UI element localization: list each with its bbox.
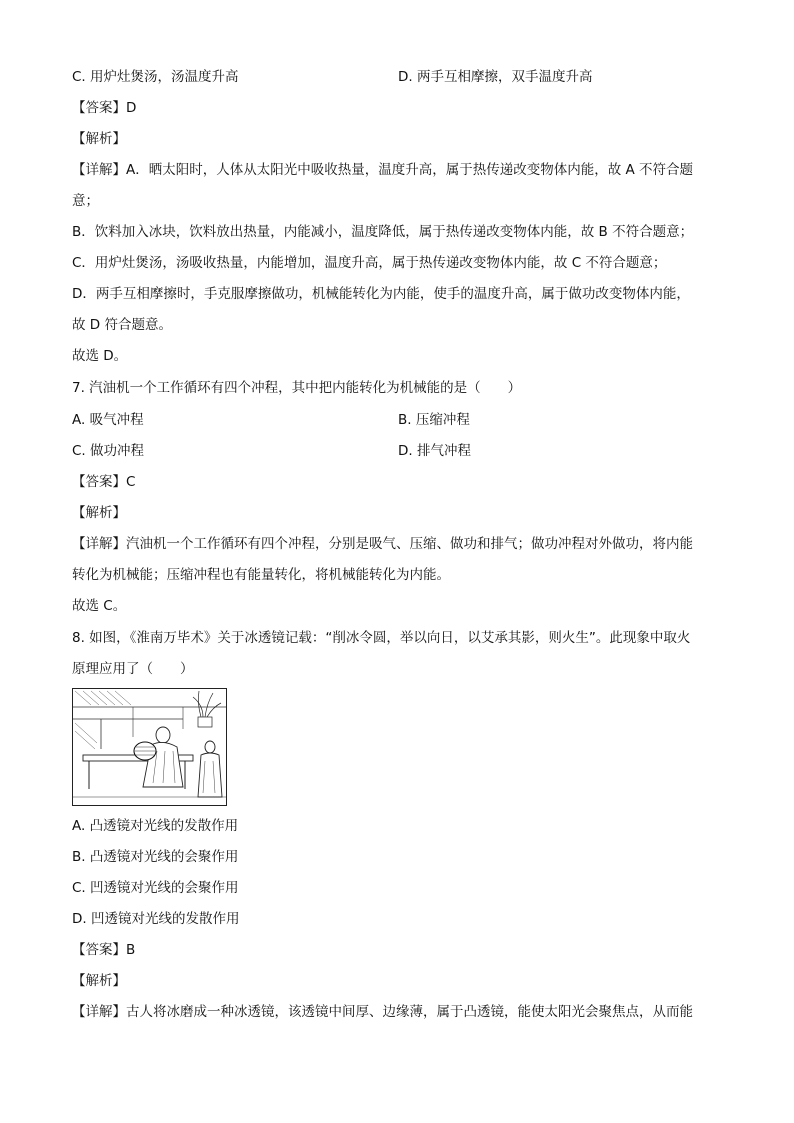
q7-option-c: C. 做功冲程 <box>72 443 145 459</box>
q8-detail-line: 【详解】古人将冰磨成一种冰透镜，该透镜中间厚、边缘薄，属于凸透镜，能使太阳光会聚焦点，从而能 <box>72 1004 693 1020</box>
q8-analysis-label: 【解析】 <box>72 973 126 989</box>
q6-conclusion: 故选 D。 <box>72 348 128 364</box>
q6-option-d: D. 两手互相摩擦，双手温度升高 <box>398 69 593 85</box>
q7-detail-line: 转化为机械能；压缩冲程也有能量转化，将机械能转化为内能。 <box>72 567 450 583</box>
q7-stem: 7. 汽油机一个工作循环有四个冲程，其中把内能转化为机械能的是（ ） <box>72 380 522 396</box>
q6-detail-line: 意； <box>72 193 99 209</box>
q7-option-b: B. 压缩冲程 <box>398 412 470 428</box>
q6-detail-line: 故 D 符合题意。 <box>72 317 172 333</box>
ice-lens-illustration <box>72 688 227 806</box>
q7-analysis-label: 【解析】 <box>72 505 126 521</box>
q8-answer: 【答案】B <box>72 942 136 958</box>
q6-analysis-label: 【解析】 <box>72 131 126 147</box>
q7-option-a: A. 吸气冲程 <box>72 412 144 428</box>
q6-option-c: C. 用炉灶煲汤，汤温度升高 <box>72 69 239 85</box>
q8-option-b: B. 凸透镜对光线的会聚作用 <box>72 849 239 865</box>
q6-answer: 【答案】D <box>72 100 137 116</box>
q8-option-a: A. 凸透镜对光线的发散作用 <box>72 818 239 834</box>
q8-stem-line: 8. 如图，《淮南万毕术》关于冰透镜记载：“削冰令圆，举以向日，以艾承其影，则火生”。此现象中取火 <box>72 630 691 646</box>
q8-option-c: C. 凹透镜对光线的会聚作用 <box>72 880 239 896</box>
ice-lens-drawing <box>73 689 226 805</box>
q7-option-d: D. 排气冲程 <box>398 443 471 459</box>
q6-detail-line: B．饮料加入冰块，饮料放出热量，内能减小，温度降低，属于热传递改变物体内能，故 B 不符合题意； <box>72 224 694 240</box>
q6-detail-line: D．两手互相摩擦时，手克服摩擦做功，机械能转化为内能，使手的温度升高，属于做功改变物体内能， <box>72 286 690 302</box>
q6-detail-line: C．用炉灶煲汤，汤吸收热量，内能增加，温度升高，属于热传递改变物体内能，故 C 不符合题意； <box>72 255 667 271</box>
q7-answer: 【答案】C <box>72 474 136 490</box>
q6-detail-line: 【详解】A．晒太阳时，人体从太阳光中吸收热量，温度升高，属于热传递改变物体内能，故 A 不符合题 <box>72 162 694 178</box>
q7-detail-line: 【详解】汽油机一个工作循环有四个冲程，分别是吸气、压缩、做功和排气；做功冲程对外做功，将内能 <box>72 536 693 552</box>
q8-stem-line: 原理应用了（ ） <box>72 661 194 677</box>
q7-conclusion: 故选 C。 <box>72 598 127 614</box>
q8-option-d: D. 凹透镜对光线的发散作用 <box>72 911 240 927</box>
